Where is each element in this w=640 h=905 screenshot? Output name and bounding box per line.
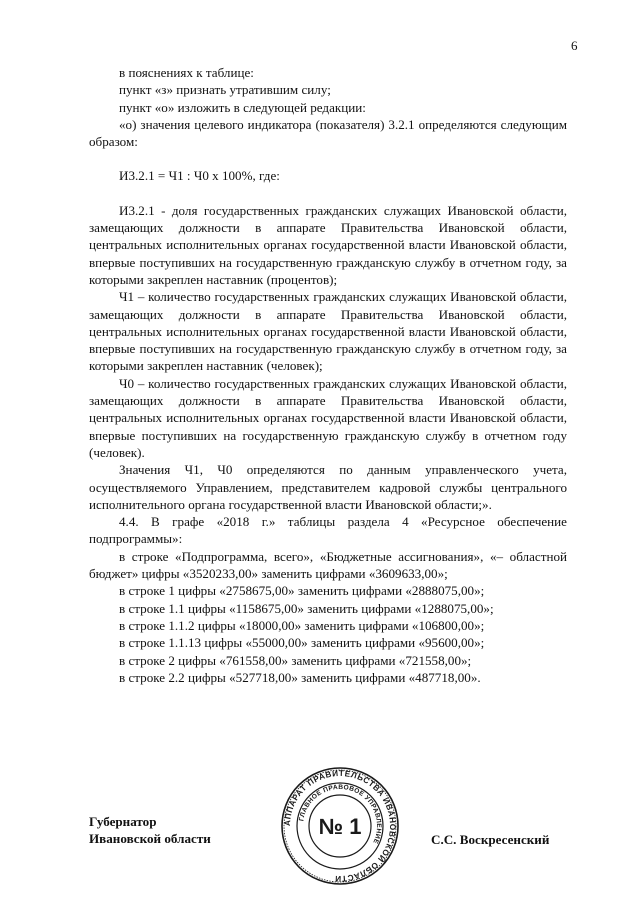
page-number: 6	[571, 38, 578, 53]
signature-title-line2: Ивановской области	[89, 831, 211, 847]
paragraph-definition: «о) значения целевого индикатора (показателя) 3.2.1 определяются следующим образом:	[89, 116, 567, 150]
paragraph-values: Значения Ч1, Ч0 определяются по данным управленческого учета, осуществляемого Управлением, представителем кадровой службы центрального исполнительного органа государственной власти Ивановской области;».	[89, 462, 567, 512]
paragraph-row-1-1: в строке 1.1 цифры «1158675,00» заменить цифрами «1288075,00»;	[119, 600, 494, 616]
paragraph-i321: И3.2.1 - доля государственных гражданских служащих Ивановской области, замещающих должности в аппарате Правительства Ивановской области, центральных исполнительных органах государственной власти Ивановской области, впервые поступивших на государственную гражданскую службу в отчетном году, за которыми закреплен наставник (процентов);	[89, 202, 567, 287]
paragraph-item-z: пункт «з» признать утратившим силу;	[119, 82, 331, 98]
seal-number: № 1	[318, 814, 362, 839]
paragraph-row-2-2: в строке 2.2 цифры «527718,00» заменить цифрами «487718,00».	[119, 669, 481, 685]
paragraph-ch1: Ч1 – количество государственных гражданских служащих Ивановской области, замещающих должности в аппарате Правительства Ивановской области, центральных исполнительных органах государственной власти Ивановской области, впервые поступивших на государственную гражданскую службу в отчетном году, за которыми закреплен наставник (человек);	[89, 289, 567, 374]
paragraph-row-1-1-2: в строке 1.1.2 цифры «18000,00» заменить цифрами «106800,00»;	[119, 617, 485, 633]
document-body	[89, 64, 567, 686]
paragraph-item-o: пункт «о» изложить в следующей редакции:	[119, 99, 366, 115]
seal-outer-text: АППАРАТ ПРАВИТЕЛЬСТВА ИВАНОВСКОЙ ОБЛАСТИ	[282, 768, 398, 884]
signature-name: С.С. Воскресенский	[431, 832, 550, 847]
seal-inner-text: ГЛАВНОЕ ПРАВОВОЕ УПРАВЛЕНИЕ	[298, 783, 383, 845]
paragraph-ch0: Ч0 – количество государственных гражданских служащих Ивановской области, замещающих должности в аппарате Правительства Ивановской области, центральных исполнительных органах государственной власти Ивановской области, впервые поступивших на государственную гражданскую службу в отчетном году (человек).	[89, 375, 567, 460]
paragraph-row-2: в строке 2 цифры «761558,00» заменить цифрами «721558,00»;	[119, 652, 472, 668]
paragraph-row-1: в строке 1 цифры «2758675,00» заменить цифрами «2888075,00»;	[119, 583, 485, 599]
official-seal	[280, 766, 400, 886]
paragraph-intro: в пояснениях к таблице:	[119, 65, 254, 80]
paragraph-4-4: 4.4. В графе «2018 г.» таблицы раздела 4 «Ресурсное обеспечение подпрограммы»:	[89, 514, 567, 547]
paragraph-row-total: в строке «Подпрограмма, всего», «Бюджетные ассигнования», «– областной бюджет» цифры «3520233,00» заменить цифрами «3609633,00»;	[89, 548, 567, 582]
formula: И3.2.1 = Ч1 : Ч0 х 100%, где:	[119, 168, 280, 184]
signature-title	[89, 813, 211, 848]
paragraph-row-1-1-13: в строке 1.1.13 цифры «55000,00» заменить цифрами «95600,00»;	[119, 635, 485, 651]
signature-title-line1: Губернатор	[89, 814, 157, 829]
